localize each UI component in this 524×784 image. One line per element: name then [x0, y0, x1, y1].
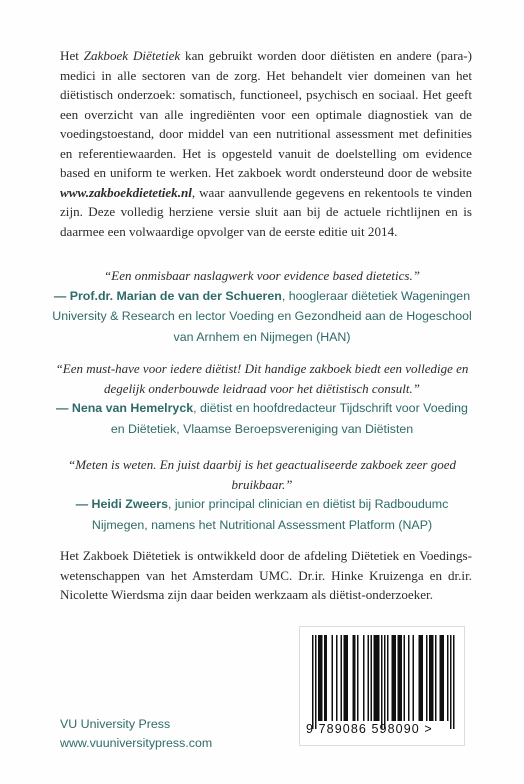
- barcode-bar: [429, 635, 431, 721]
- barcode-bar: [398, 635, 400, 721]
- barcode-bar: [368, 635, 370, 721]
- website-link[interactable]: www.zakboekdietetiek.nl: [60, 184, 192, 200]
- barcode-bar: [393, 635, 395, 721]
- barcode-bar: [326, 635, 328, 721]
- quote-author: — Nena van Hemelryck: [56, 401, 194, 415]
- barcode-bar: [395, 635, 397, 721]
- barcode-bar: [336, 635, 338, 721]
- barcode-bar: [432, 635, 434, 721]
- quote-text: “Meten is weten. En juist daarbij is het geactualiseerde zakboek zeer goed bruikbaar.”: [68, 457, 456, 492]
- barcode-bar: [384, 635, 386, 729]
- intro-text-2: kan gebruikt worden door diëtisten en andere (para-) medici in alle sectoren van de zorg. Het behandelt vier domeinen van het diëtistisch onderzoek: somatisch, functioneel, psychisch en sociaal. Het geeft een overzicht van alle ingrediënten voor een optimale diagnostiek van de voedingstoestand, door middel van een nutritional assessment met definities en referentiewaarden. Het is opgesteld vanuit de doelstelling om evidence based en uniform te werken. Het zakboek wordt ondersteund door de website: [60, 48, 472, 180]
- quote-author: — Heidi Zweers: [75, 497, 168, 511]
- barcode-bar: [443, 635, 445, 721]
- testimonial-3: [50, 455, 474, 535]
- barcode-bar: [354, 635, 356, 721]
- barcode-bar: [341, 635, 343, 721]
- barcode-bar: [387, 635, 389, 721]
- barcode-bar: [408, 635, 410, 721]
- isbn-number: 9 789086 598090 >: [306, 722, 433, 736]
- quote-affiliation: , diëtist en hoofdredacteur Tijdschrift voor Voeding en Diëtetiek, Vlaamse Beroepsvereniging van Diëtisten: [110, 401, 468, 436]
- barcode-bar: [440, 635, 442, 721]
- barcode-bar: [426, 635, 428, 721]
- book-title: Zakboek Diëtetiek: [83, 48, 181, 63]
- barcode-bar: [375, 635, 377, 721]
- barcode-bar: [392, 635, 394, 721]
- barcode-bar: [353, 635, 355, 721]
- barcode-bar: [371, 635, 373, 721]
- intro-text-3: , waar aanvullende gegevens en rekentools te vinden zijn. Deze volledig herziene versie sluit aan bij de actuele richtlijnen en is daarmee een volwaardige opvolger van de eerste editie uit 2014.: [60, 184, 472, 239]
- barcode-bar: [312, 635, 314, 729]
- barcode-bar: [374, 635, 376, 721]
- barcode-bar: [450, 635, 452, 729]
- barcode-bar: [435, 635, 437, 721]
- barcode-bar: [378, 635, 380, 721]
- testimonial-2: [50, 359, 474, 439]
- quote-author: — Prof.dr. Marian de van der Schueren: [53, 288, 282, 303]
- publisher-name: VU University Press: [60, 717, 171, 731]
- barcode-bar: [347, 635, 349, 721]
- barcode-bar: [363, 635, 365, 721]
- intro-paragraph: [60, 46, 472, 241]
- barcode-bar: [315, 635, 317, 729]
- barcode-bar: [401, 635, 403, 721]
- testimonial-1: [50, 266, 474, 347]
- barcode-bar: [413, 635, 415, 721]
- barcode-bar: [441, 635, 443, 721]
- barcode-bar: [419, 635, 421, 721]
- barcode-bar: [332, 635, 334, 721]
- barcode-bar: [357, 635, 359, 721]
- barcode-bar: [399, 635, 401, 721]
- barcode-bar: [321, 635, 323, 721]
- intro-text-1: Het: [60, 48, 84, 63]
- barcode-bar: [345, 635, 347, 721]
- quote-text: “Een onmisbaar naslagwerk voor evidence based dietetics.”: [104, 268, 420, 283]
- barcode-bar: [447, 635, 449, 721]
- barcode-bar: [422, 635, 424, 721]
- author-paragraph: Het Zakboek Diëtetiek is ontwikkeld door de afdeling Diëtetiek en Voedingswetenschappen van het Amsterdam UMC. Dr.ir. Hinke Kruizenga en dr.ir. Nicolette Wierdsma zijn daar beiden werkzaam als diëtist-onderzoeker.: [60, 548, 472, 602]
- barcode-bar: [344, 635, 346, 721]
- publisher-block: [60, 715, 212, 753]
- barcode-bar: [324, 635, 326, 721]
- quote-affiliation: , hoogleraar diëtetiek Wageningen University & Research en lector Voeding en Gezondheid aan de Hogeschool van Arnhem en Nijmegen (HAN): [52, 288, 472, 344]
- barcode-bar: [381, 635, 383, 729]
- barcode-bar: [318, 635, 320, 721]
- barcode-bar: [377, 635, 379, 721]
- barcode-bar: [404, 635, 406, 721]
- barcode-bar: [320, 635, 322, 721]
- barcode-bar: [420, 635, 422, 721]
- quote-affiliation: , junior principal clinician en diëtist bij Radboudumc Nijmegen, namens het Nutritional Assessment Platform (NAP): [91, 497, 449, 532]
- publisher-url[interactable]: www.vuuniversitypress.com: [60, 736, 213, 750]
- barcode-bar: [453, 635, 455, 729]
- quote-text: “Een must-have voor iedere diëtist! Dit handige zakboek biedt een volledige en degelijk onderbouwde leidraad voor het diëtistisch consult.”: [55, 361, 469, 396]
- barcode-bar: [431, 635, 433, 721]
